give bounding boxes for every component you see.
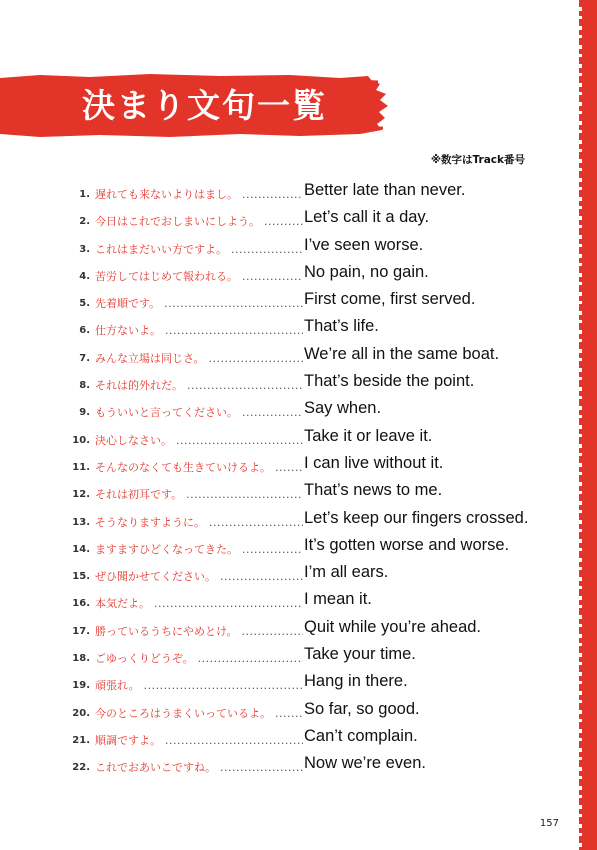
item-number: 16. xyxy=(72,598,90,610)
list-item xyxy=(0,180,597,207)
english-phrase: That’s news to me. xyxy=(304,481,443,500)
english-phrase: No pain, no gain. xyxy=(304,262,429,281)
english-phrase: It’s gotten worse and worse. xyxy=(304,535,510,554)
item-number: 8. xyxy=(79,380,90,392)
track-number-note: ※数字はTrack番号 xyxy=(430,154,525,166)
list-item xyxy=(0,562,597,589)
japanese-phrase: 頑張れ。 ..... xyxy=(95,677,303,693)
japanese-phrase: 先着順です。 ..... xyxy=(95,295,303,311)
english-phrase: Let’s keep our fingers crossed. xyxy=(304,508,529,527)
japanese-phrase: 仕方ないよ。 ..... xyxy=(95,322,303,338)
item-number: 9. xyxy=(79,407,90,419)
item-number: 2. xyxy=(79,216,90,228)
japanese-phrase: 今日はこれでおしまいにしよう。 ..... xyxy=(95,213,303,229)
item-number: 3. xyxy=(79,243,90,255)
english-phrase: Take your time. xyxy=(304,645,416,664)
list-item xyxy=(0,726,597,753)
list-item xyxy=(0,289,597,316)
japanese-phrase: ごゆっくりどうぞ。 ..... xyxy=(95,650,303,666)
japanese-phrase: 苦労してはじめて報われる。 ..... xyxy=(95,268,303,284)
item-number: 11. xyxy=(72,461,90,473)
item-number: 21. xyxy=(72,734,90,746)
japanese-phrase: 勝っているうちにやめとけ。 ..... xyxy=(95,623,303,639)
item-number: 17. xyxy=(72,625,90,637)
item-number: 19. xyxy=(72,680,90,692)
english-phrase: Quit while you’re ahead. xyxy=(304,617,482,636)
list-item xyxy=(0,426,597,453)
english-phrase: Can’t complain. xyxy=(304,726,418,745)
english-phrase: Hang in there. xyxy=(304,672,408,691)
page-number: 157 xyxy=(539,818,559,829)
list-item xyxy=(0,508,597,535)
japanese-phrase: 今のところはうまくいっているよ。 ..... xyxy=(95,705,303,721)
phrase-list xyxy=(0,180,597,781)
list-item xyxy=(0,589,597,616)
english-phrase: I’m all ears. xyxy=(304,563,389,582)
japanese-phrase: 本気だよ。 ..... xyxy=(95,595,303,611)
english-phrase: I can live without it. xyxy=(304,453,444,472)
list-item xyxy=(0,207,597,234)
japanese-phrase: そんなのなくても生きていけるよ。 ..... xyxy=(95,459,303,475)
english-phrase: Take it or leave it. xyxy=(304,426,433,445)
english-phrase: I mean it. xyxy=(304,590,372,609)
item-number: 18. xyxy=(72,653,90,665)
item-number: 1. xyxy=(79,189,90,200)
item-number: 7. xyxy=(79,352,90,364)
japanese-phrase: 決心しなさい。 ..... xyxy=(95,432,303,448)
japanese-phrase: それは的外れだ。 ..... xyxy=(95,377,303,393)
list-item xyxy=(0,617,597,644)
item-number: 5. xyxy=(79,298,90,310)
list-item xyxy=(0,699,597,726)
list-item xyxy=(0,262,597,289)
english-phrase: Say when. xyxy=(304,399,382,418)
item-number: 10. xyxy=(72,434,90,446)
japanese-phrase: 順調ですよ。 ..... xyxy=(95,732,303,748)
list-item xyxy=(0,453,597,480)
item-number: 6. xyxy=(79,325,90,337)
item-number: 15. xyxy=(72,571,90,583)
list-item xyxy=(0,644,597,671)
english-phrase: I’ve seen worse. xyxy=(304,235,424,254)
page-title: 決まり文句一覧 xyxy=(82,86,327,125)
japanese-phrase: そうなりますように。 ..... xyxy=(95,514,303,530)
list-item xyxy=(0,398,597,425)
list-item xyxy=(0,344,597,371)
item-number: 12. xyxy=(72,489,90,501)
list-item xyxy=(0,480,597,507)
list-item xyxy=(0,235,597,262)
english-phrase: That’s life. xyxy=(304,317,379,336)
japanese-phrase: もういいと言ってください。 ..... xyxy=(95,404,303,420)
english-phrase: Let’s call it a day. xyxy=(304,208,430,227)
list-item xyxy=(0,753,597,780)
item-number: 20. xyxy=(72,707,90,719)
list-item xyxy=(0,316,597,343)
japanese-phrase: これでおあいこですね。 ..... xyxy=(95,759,303,775)
japanese-phrase: ますますひどくなってきた。 ..... xyxy=(95,541,303,557)
list-item xyxy=(0,671,597,698)
title-banner xyxy=(0,72,390,140)
japanese-phrase: 遅れても来ないよりはまし。 ..... xyxy=(95,186,303,202)
item-number: 14. xyxy=(72,543,90,555)
japanese-phrase: ぜひ聞かせてください。 ..... xyxy=(95,568,303,584)
japanese-phrase: これはまだいい方ですよ。 ..... xyxy=(95,241,303,257)
list-item xyxy=(0,371,597,398)
item-number: 22. xyxy=(72,762,90,774)
english-phrase: So far, so good. xyxy=(304,699,420,718)
english-phrase: First come, first served. xyxy=(304,290,476,309)
english-phrase: That’s beside the point. xyxy=(304,372,475,391)
english-phrase: We’re all in the same boat. xyxy=(304,344,500,363)
japanese-phrase: それは初耳です。 ..... xyxy=(95,486,303,502)
english-phrase: Better late than never. xyxy=(304,181,466,199)
english-phrase: Now we’re even. xyxy=(304,754,426,773)
japanese-phrase: みんな立場は同じさ。 ..... xyxy=(95,350,303,366)
list-item xyxy=(0,535,597,562)
item-number: 4. xyxy=(79,270,90,282)
item-number: 13. xyxy=(72,516,90,528)
